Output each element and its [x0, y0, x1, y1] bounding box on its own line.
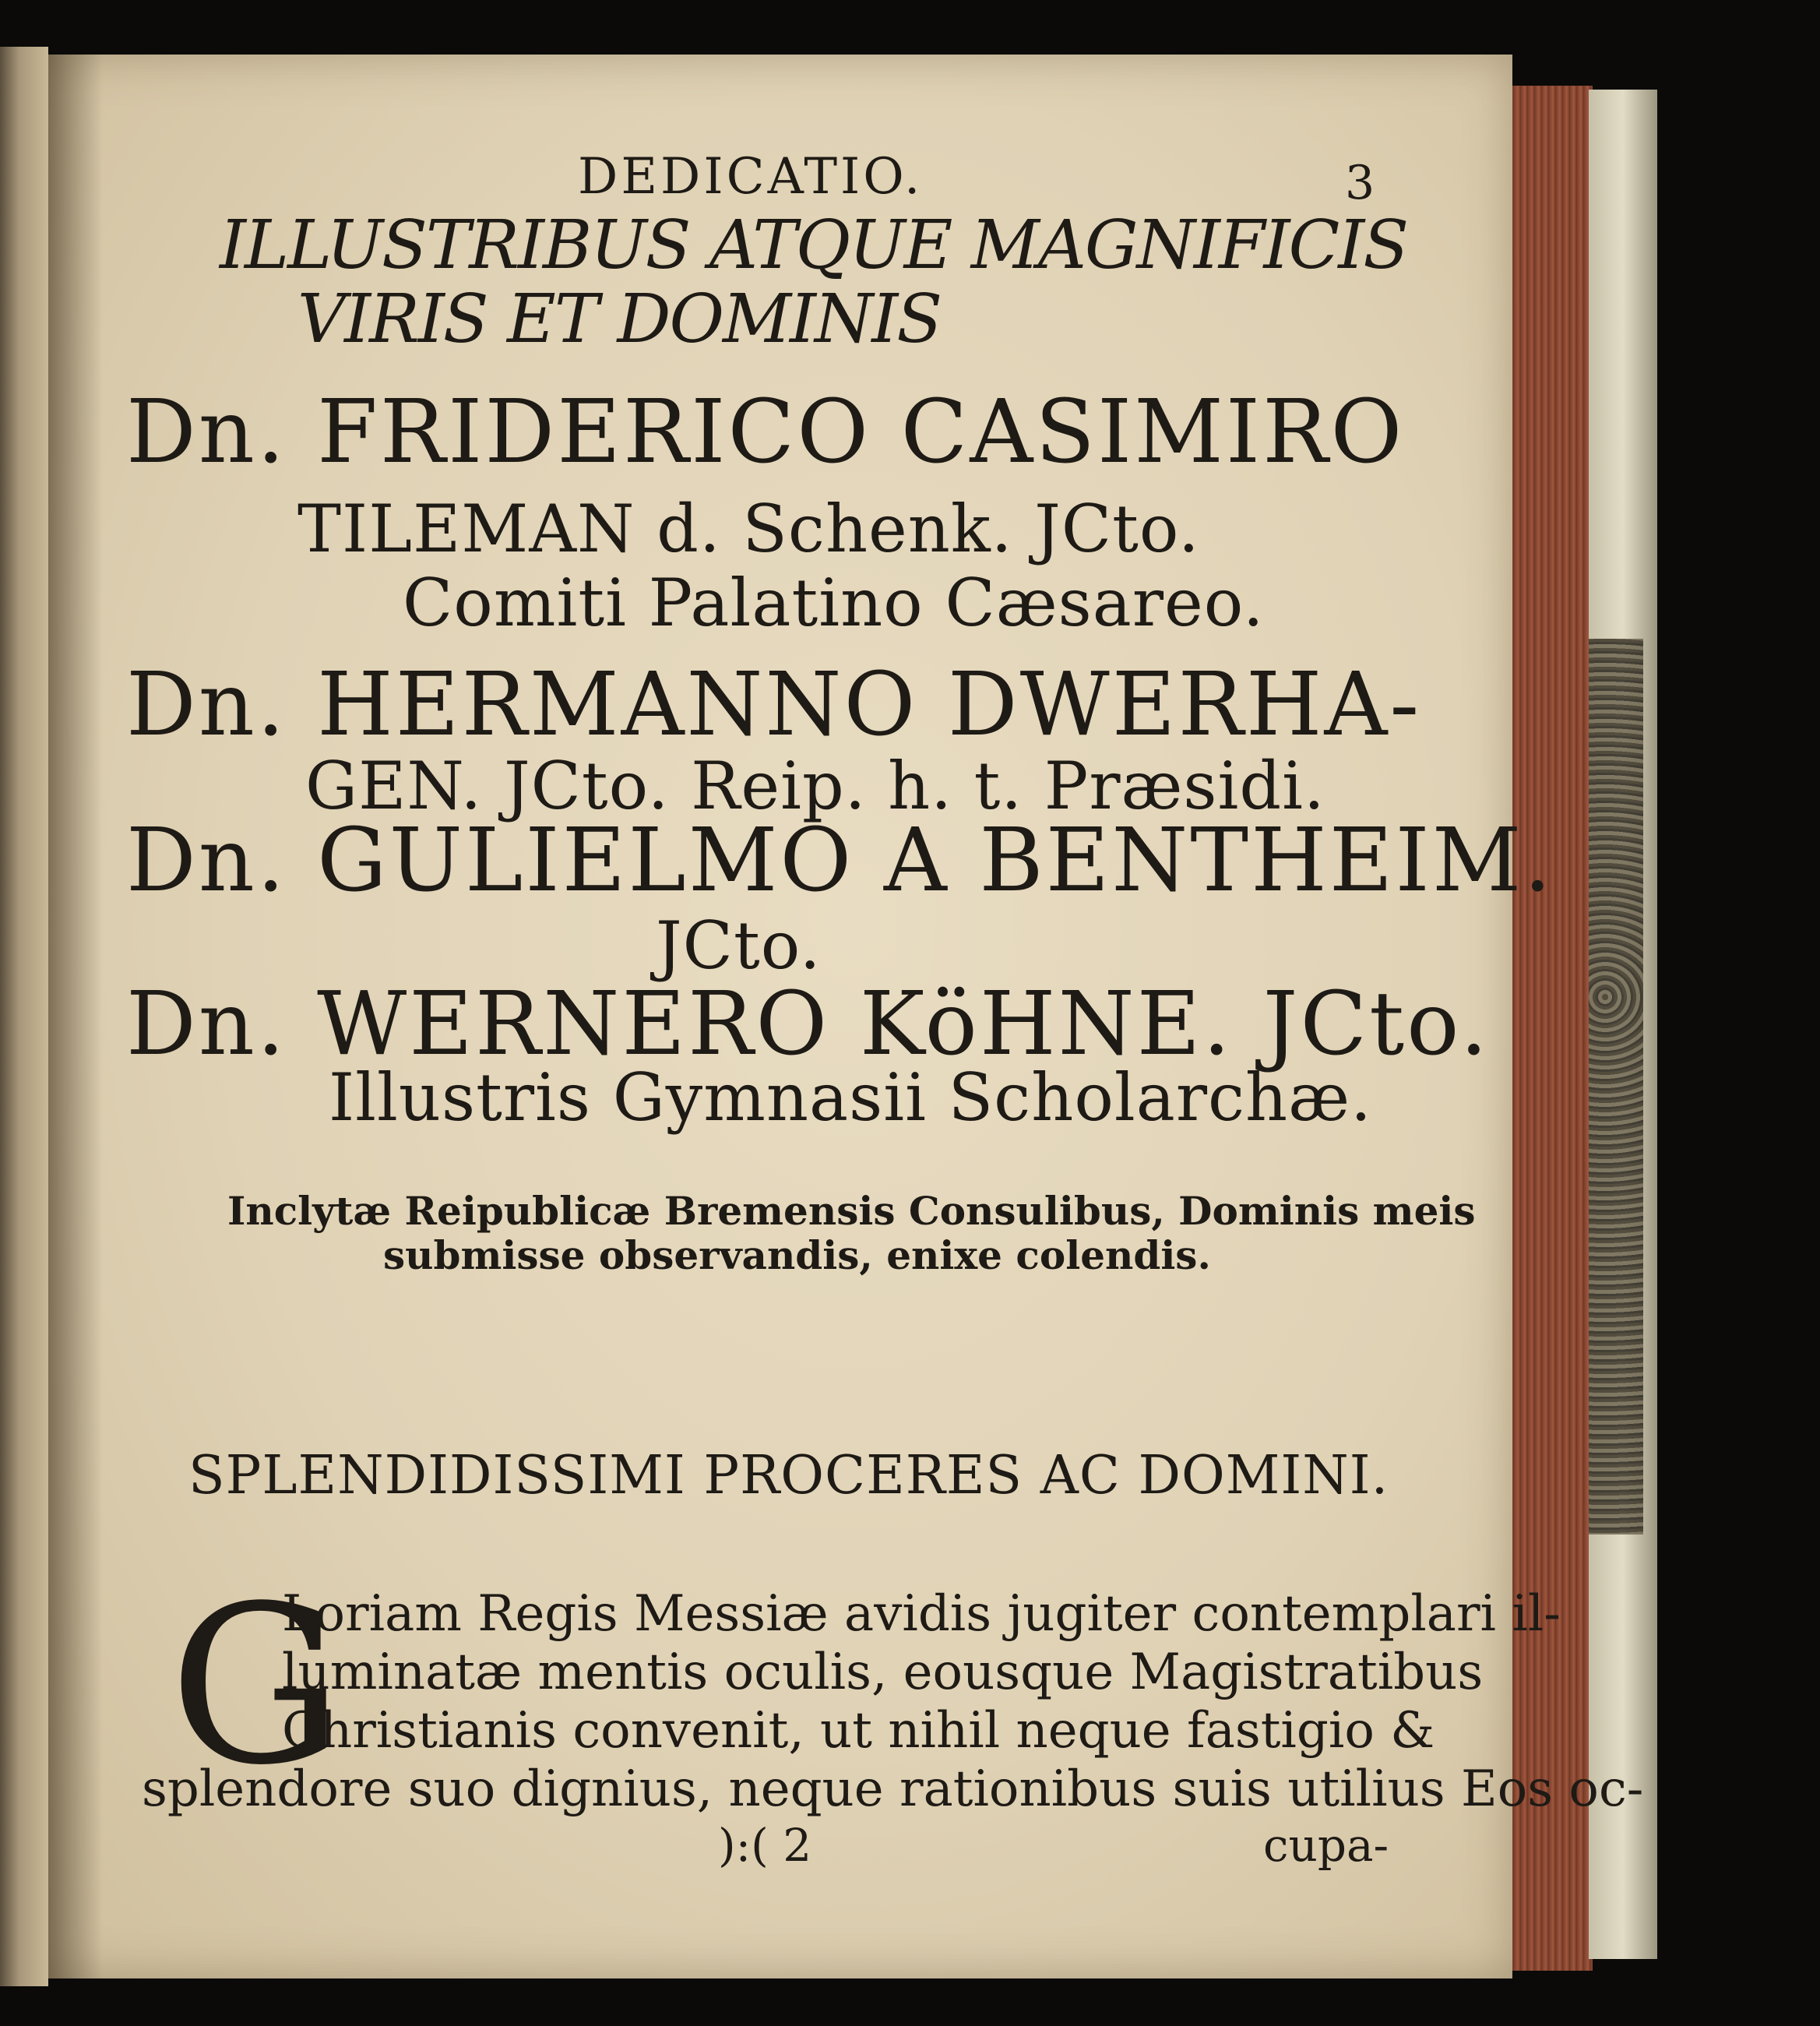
body-line: splendore suo dignius, neque rationibus suis utilius Eos oc- [142, 1760, 1644, 1818]
running-head: DEDICATIO. [578, 148, 924, 206]
recipient-line: Comiti Palatino Cæsareo. [403, 565, 1265, 641]
left-page-edge [0, 47, 48, 1986]
recipient-line: Illustris Gymnasii Scholarchæ. [329, 1059, 1372, 1136]
body-line: Christianis convenit, ut nihil neque fastigio & [282, 1702, 1435, 1760]
recipient-line: Dn. GULIELMO A BENTHEIM. [126, 810, 1554, 911]
page-gutter [48, 55, 103, 1978]
address-line-1: ILLUSTRIBUS ATQUE MAGNIFICIS [220, 206, 1408, 284]
red-fore-edge [1507, 86, 1593, 1971]
body-line: Loriam Regis Messiæ avidis jugiter contemplari il- [282, 1585, 1561, 1643]
page-number: 3 [1345, 156, 1375, 210]
marbled-paper [1589, 639, 1643, 1534]
recipient-line: JCto. [656, 907, 822, 984]
recipient-line: Dn. WERNERO KöHNE. JCto. [126, 974, 1491, 1075]
address-line-2: VIRIS ET DOMINIS [297, 280, 942, 358]
salutation: SPLENDIDISSIMI PROCERES AC DOMINI. [188, 1445, 1389, 1506]
catchword: cupa- [1263, 1819, 1389, 1872]
body-line: luminatæ mentis oculis, eousque Magistratibus [282, 1644, 1484, 1701]
dedication-line-1: Inclytæ Reipublicæ Bremensis Consulibus, Dominis meis [227, 1188, 1476, 1234]
recipient-line: Dn. FRIDERICO CASIMIRO [126, 382, 1405, 483]
signature-mark: ):( 2 [718, 1819, 812, 1872]
printed-page [48, 55, 1644, 1978]
recipient-line: TILEMAN d. Schenk. JCto. [297, 491, 1200, 567]
recipient-line: Dn. HERMANNO DWERHA- [126, 654, 1422, 756]
recipient-line: GEN. JCto. Reip. h. t. Præsidi. [305, 748, 1325, 824]
dedication-line-2: submisse observandis, enixe colendis. [383, 1232, 1211, 1278]
drop-capital: G [169, 1559, 343, 1813]
